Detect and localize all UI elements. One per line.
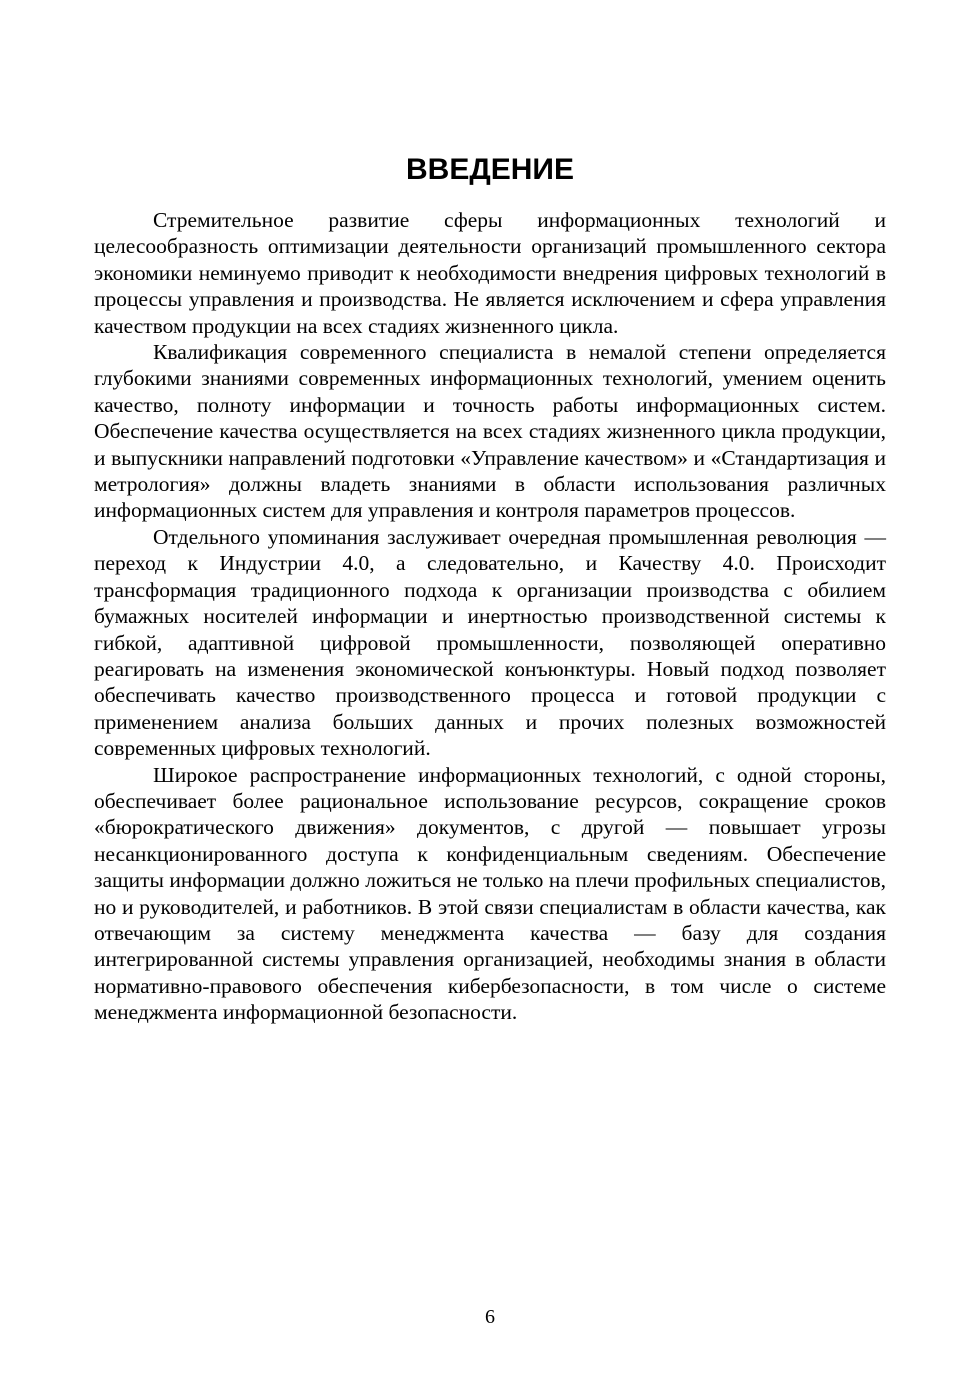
page-title: ВВЕДЕНИЕ [406, 153, 574, 186]
paragraph-4: Широкое распространение информационных технологий, с одной стороны, обеспечивает более рациональное использование ресурсов, сокращение сроков «бюрократического движения» документов, с другой — повышает угрозы несанкционированного доступа к конфиденциальным сведениям. Обеспечение защиты информации должно ложиться не только на плечи профильных специалистов, но и руководителей, и работников. В этой связи специалистам в области качества, как отвечающим за систему менеджмента качества — базу для создания интегрированной системы управления организацией, необходимы знания в области нормативно-правового обеспечения кибербезопасности, в том числе о системе менеджмента информационной безопасности. [94, 762, 886, 1025]
paragraph-1: Стремительное развитие сферы информационных технологий и целесообразность оптимизации деятельности организаций промышленного сектора экономики неминуемо приводит к необходимости внедрения цифровых технологий в процессы управления и производства. Не является исключением и сфера управления качеством продукции на всех стадиях жизненного цикла. [94, 208, 886, 338]
page-number: 6 [485, 1306, 495, 1328]
paragraph-3: Отдельного упоминания заслуживает очередная промышленная революция — переход к Индустрии 4.0, а следовательно, и Качеству 4.0. Происходит трансформация традиционного подхода к организации производства с обилием бумажных носителей информации и инертностью производственной системы к гибкой, адаптивной цифровой промышленности, позволяющей оперативно реагировать на изменения экономической конъюнктуры. Новый подход позволяет обеспечивать качество производственного процесса и готовой продукции с применением анализа больших данных и прочих полезных возможностей современных цифровых технологий. [94, 524, 886, 761]
body-text [94, 207, 886, 1026]
paragraph-2: Квалификация современного специалиста в немалой степени определяется глубокими знаниями современных информационных технологий, умением оценить качество, полноту информации и точность работы информационных систем. Обеспечение качества осуществляется на всех стадиях жизненного цикла продукции, и выпускники направлений подготовки «Управление качеством» и «Стандартизация и метрология» должны владеть знаниями в области использования различных информационных систем для управления и контроля параметров процессов. [94, 340, 886, 523]
